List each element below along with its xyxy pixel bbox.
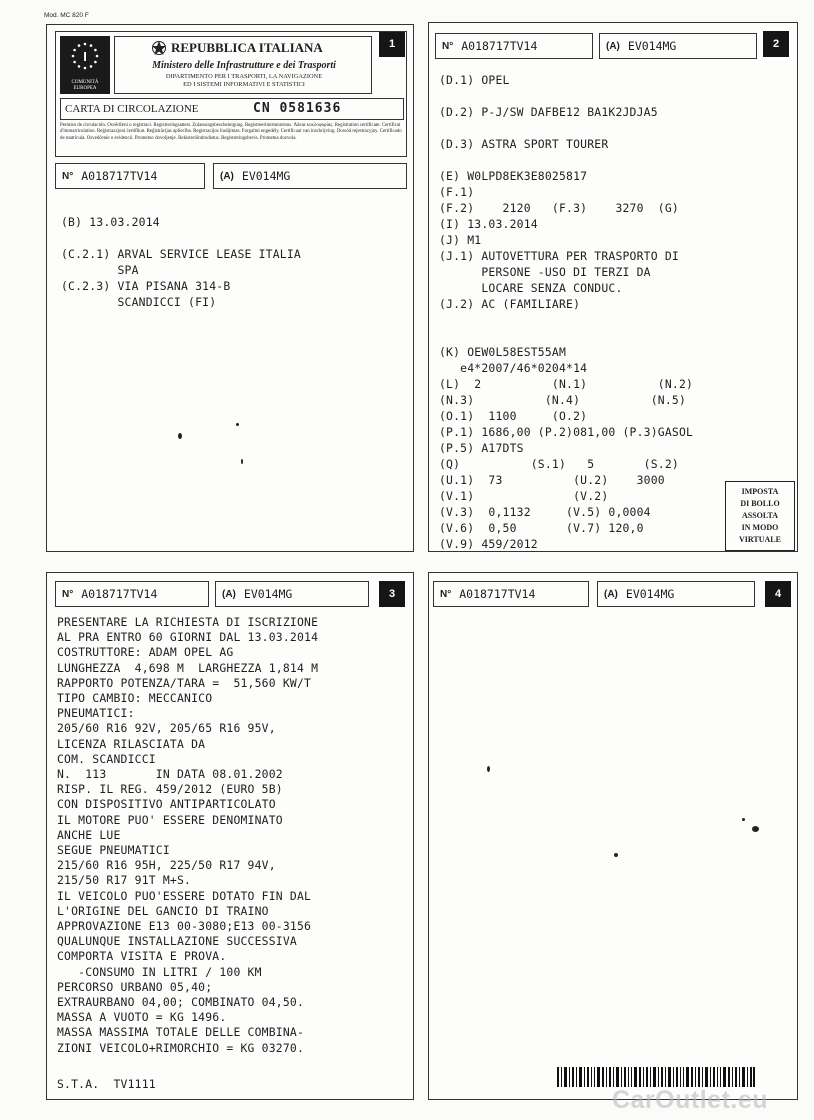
plate-value: EV014MG: [627, 39, 677, 53]
panel-3: [46, 572, 414, 1100]
field-line: (V.6) 0,50 (V.7) 120,0: [439, 521, 644, 535]
eu-emblem: [60, 36, 110, 94]
note-line: QUALUNQUE INSTALLAZIONE SUCCESSIVA: [57, 934, 297, 949]
field-line: (V.3) 0,1132 (V.5) 0,0004: [439, 505, 651, 519]
field-line: SPA: [61, 263, 139, 277]
plate-box: [597, 581, 755, 607]
scan-speck: [236, 423, 239, 426]
scan-speck: [742, 818, 745, 821]
note-line: SEGUE PNEUMATICI: [57, 843, 170, 857]
registration-number-label: N°: [62, 588, 74, 600]
svg-text:I: I: [83, 49, 87, 64]
field-line: (C.2.1) ARVAL SERVICE LEASE ITALIA: [61, 247, 301, 261]
registration-number-box: [55, 163, 205, 189]
field-line: (F.2) 2120 (F.3) 3270 (G): [439, 201, 679, 215]
panel-1: [46, 24, 414, 552]
field-line: (K) OEW0L58EST55AM: [439, 345, 567, 359]
note-line: 205/60 R16 92V, 205/65 R16 95V,: [57, 721, 276, 736]
note-line: CON DISPOSITIVO ANTIPARTICOLATO: [57, 797, 276, 812]
department-line1: DIPARTIMENTO PER I TRASPORTI, LA NAVIGAZIONE: [165, 73, 323, 80]
note-line: N. 113 IN DATA 08.01.2002: [57, 767, 283, 781]
field-line: (D.2) P-J/SW DAFBE12 BA1K2JDJA5: [439, 105, 658, 119]
panel-2: [428, 22, 798, 552]
watermark: CarOutlet.eu: [612, 1086, 769, 1114]
note-line: RAPPORTO POTENZA/TARA = 51,560 KW/T: [57, 675, 312, 690]
eu-stars-icon: [60, 36, 110, 80]
registration-number-box: [55, 581, 209, 607]
note-line: 215/50 R17 91T M+S.: [57, 873, 192, 888]
field-line: (V.9) 459/2012: [439, 537, 538, 551]
note-line: PRESENTARE LA RICHIESTA DI ISCRIZIONE: [57, 615, 319, 629]
eu-label-line1: COMUNITÀ: [71, 80, 99, 85]
plate-value: EV014MG: [625, 587, 675, 601]
eu-label-line2: EUROPEA: [73, 86, 97, 91]
tax-stamp-line: IMPOSTA: [741, 487, 779, 496]
field-line: (O.1) 1100 (O.2): [439, 409, 588, 423]
field-line: (P.5) A17DTS: [439, 441, 524, 455]
department-line2: ED I SISTEMI INFORMATIVI E STATISTICI: [183, 81, 305, 88]
barcode: [557, 1067, 755, 1087]
note-line: PNEUMATICI:: [57, 706, 135, 721]
note-line: RISP. IL REG. 459/2012 (EURO 5B): [57, 782, 283, 797]
field-line: (B) 13.03.2014: [61, 215, 160, 229]
registration-number-label: N°: [440, 588, 452, 600]
panel-number-2: 2: [763, 31, 789, 57]
translations-text: Permiso de circulación. Osvědčení o registraci. Registreringsattest. Zulassungsbescheinigung. Registreerimistunnistus. Άδεια κυκλοφορίας. Registration certificate. Certificat d'immatriculation. Reġistrazzjoni ċertifikat. Reģistrācijas apliecība. Registracijos liudijimas. Forgalmi engedély. Certificaat van inschrijving. Dowód rejestracyjny. Certificado de matrícula. Osvedčenie o evidencii. Prometno dovoljenje. Rekisteröintitodistus. Registreringsbevis. Prometna dozvola.: [60, 123, 402, 141]
form-code: Mod. MC 820 F: [44, 12, 89, 19]
scan-speck: [752, 826, 759, 832]
field-line: (F.1): [439, 185, 475, 199]
field-line: (I) 13.03.2014: [439, 217, 538, 231]
note-line: TIPO CAMBIO: MECCANICO: [57, 691, 213, 705]
note-line: COSTRUTTORE: ADAM OPEL AG: [57, 645, 234, 660]
plate-box: [215, 581, 369, 607]
tax-stamp-line: ASSOLTA: [741, 511, 779, 520]
panel-4: [428, 572, 798, 1100]
field-line: (J.1) AUTOVETTURA PER TRASPORTO DI: [439, 249, 679, 263]
plate-box: [599, 33, 757, 59]
panel-number-3: 3: [379, 581, 405, 607]
note-line: AL PRA ENTRO 60 GIORNI DAL 13.03.2014: [57, 630, 319, 645]
italian-emblem-icon: [151, 40, 167, 56]
field-line: PERSONE -USO DI TERZI DA: [439, 265, 651, 279]
field-line: SCANDICCI (FI): [61, 295, 217, 309]
registration-number-label: N°: [62, 170, 74, 182]
registration-number-value: A018717TV14: [81, 169, 158, 183]
field-line: (P.1) 1686,00 (P.2)081,00 (P.3)GASOL: [439, 425, 694, 439]
country-title: REPUBBLICA ITALIANA: [171, 40, 323, 55]
field-line: LOCARE SENZA CONDUC.: [439, 281, 623, 295]
note-line: IL MOTORE PUO' ESSERE DENOMINATO: [57, 812, 283, 827]
plate-box: [213, 163, 407, 189]
note-line: LICENZA RILASCIATA DA: [57, 736, 206, 751]
field-line: (D.3) ASTRA SPORT TOURER: [439, 137, 609, 151]
registration-number-value: A018717TV14: [459, 587, 536, 601]
field-line: (N.3) (N.4) (N.5): [439, 393, 687, 407]
field-line: (Q) (S.1) 5 (S.2): [439, 457, 679, 471]
document-number: CN 0581636: [253, 101, 342, 116]
note-line: COMPORTA VISITA E PROVA.: [57, 949, 227, 964]
tax-stamp-line: DI BOLLO: [740, 499, 780, 508]
registration-number-value: A018717TV14: [461, 39, 538, 53]
plate-label: (A): [220, 170, 234, 182]
registration-number-box: [435, 33, 593, 59]
document-title: CARTA DI CIRCOLAZIONE: [65, 103, 199, 115]
note-line: L'ORIGINE DEL GANCIO DI TRAINO: [57, 903, 269, 918]
tax-stamp-box: [725, 481, 795, 551]
note-line: PERCORSO URBANO 05,40;: [57, 979, 213, 994]
scan-speck: [614, 853, 618, 857]
registration-header: [55, 31, 407, 157]
tax-stamp-line: IN MODO: [741, 523, 779, 532]
registration-number-label: N°: [442, 40, 454, 52]
plate-label: (A): [604, 588, 618, 600]
note-line: ANCHE LUE: [57, 827, 121, 842]
note-line: 215/60 R16 95H, 225/50 R17 94V,: [57, 858, 276, 873]
field-line: (C.2.3) VIA PISANA 314-B: [61, 279, 231, 293]
note-line: EXTRAURBANO 04,00; COMBINATO 04,50.: [57, 995, 305, 1009]
note-line: MASSA MASSIMA TOTALE DELLE COMBINA-: [57, 1025, 305, 1040]
plate-value: EV014MG: [241, 169, 291, 183]
panel-number-1: 1: [379, 31, 405, 57]
issuing-office: S.T.A. TV1111: [57, 1077, 156, 1091]
document-title-row: [60, 98, 404, 120]
note-line: ZIONI VEICOLO+RIMORCHIO = KG 03270.: [57, 1040, 305, 1055]
note-line: APPROVAZIONE E13 00-3080;E13 00-3156: [57, 919, 312, 933]
ministry-title: Ministero delle Infrastrutture e dei Trasporti: [152, 60, 336, 71]
registration-number-value: A018717TV14: [81, 587, 158, 601]
scan-speck: [178, 433, 182, 439]
plate-label: (A): [606, 40, 620, 52]
field-line: (V.1) (V.2): [439, 489, 609, 503]
field-line: (J.2) AC (FAMILIARE): [439, 297, 581, 311]
scan-speck: [241, 459, 243, 464]
note-line: IL VEICOLO PUO'ESSERE DOTATO FIN DAL: [57, 888, 312, 903]
scan-speck: [487, 766, 490, 772]
plate-label: (A): [222, 588, 236, 600]
ministry-block: [114, 36, 372, 94]
panel-number-4: 4: [765, 581, 791, 607]
field-line: (D.1) OPEL: [439, 73, 510, 87]
field-line: (U.1) 73 (U.2) 3000: [439, 473, 665, 487]
tax-stamp-line: VIRTUALE: [739, 535, 781, 544]
registration-number-box: [433, 581, 589, 607]
field-line: (L) 2 (N.1) (N.2): [439, 377, 694, 391]
field-line: (E) W0LPD8EK3E8025817: [439, 169, 588, 183]
note-line: COM. SCANDICCI: [57, 751, 156, 766]
plate-value: EV014MG: [243, 587, 293, 601]
field-line: (J) M1: [439, 233, 482, 247]
field-line: e4*2007/46*0204*14: [439, 361, 588, 375]
note-line: MASSA A VUOTO = KG 1496.: [57, 1010, 227, 1025]
note-line: LUNGHEZZA 4,698 M LARGHEZZA 1,814 M: [57, 660, 319, 675]
note-line: -CONSUMO IN LITRI / 100 KM: [57, 964, 262, 979]
